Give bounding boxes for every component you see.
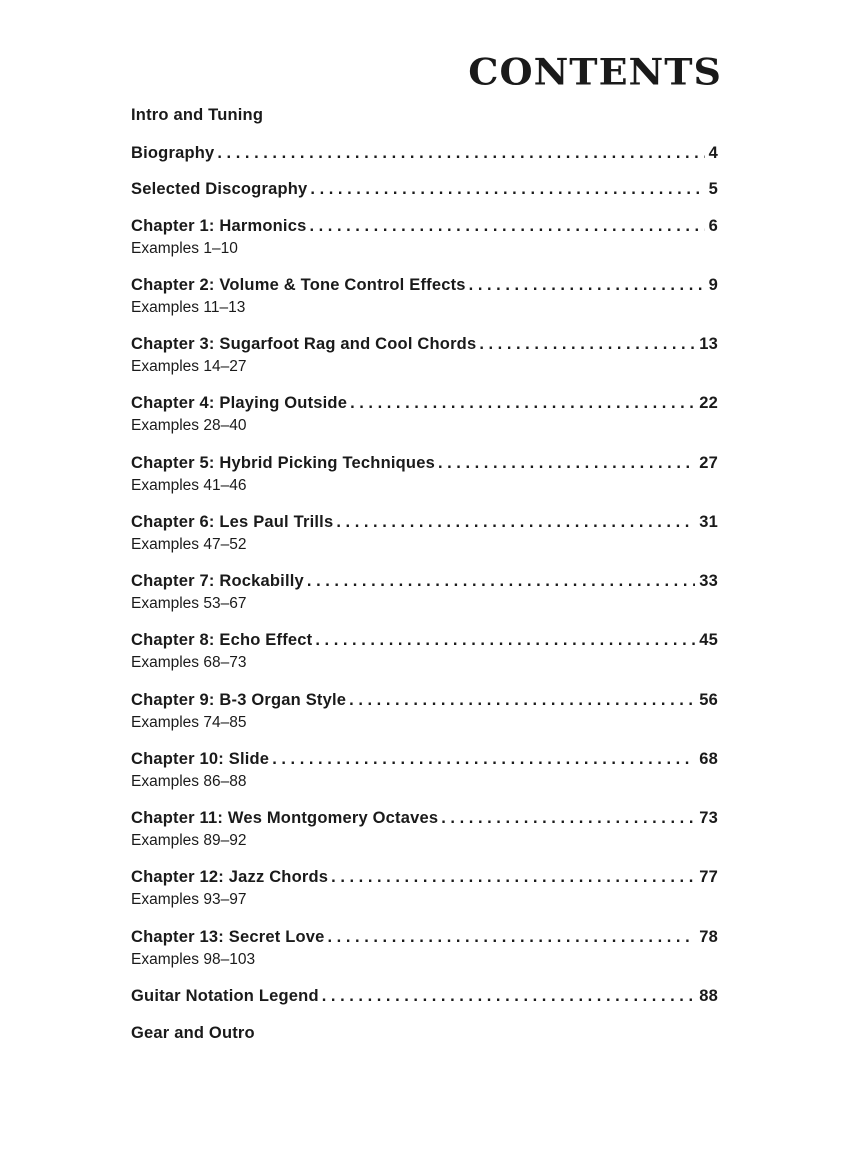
toc-entry-examples: Examples 86–88 xyxy=(131,773,247,790)
page-title: CONTENTS xyxy=(468,50,722,93)
toc-entry-page-number: 27 xyxy=(699,454,718,472)
dot-leader xyxy=(315,630,695,650)
toc-entry-page-number: 6 xyxy=(708,217,718,235)
dot-leader xyxy=(469,275,705,295)
toc-entry-page-number: 88 xyxy=(699,987,718,1005)
toc-entry-page-number: 56 xyxy=(699,691,718,709)
toc-entry-examples: Examples 11–13 xyxy=(131,299,246,316)
dot-leader xyxy=(328,927,696,947)
toc-entry-page-number: 68 xyxy=(699,750,718,768)
toc-entry-chapter-9 xyxy=(131,690,718,733)
toc-entry-page-number: 77 xyxy=(699,868,718,886)
toc-entry-gear-outro xyxy=(131,1023,718,1043)
toc-entry-label: Chapter 8: Echo Effect xyxy=(131,631,313,649)
toc-entry-intro xyxy=(131,105,718,125)
dot-leader xyxy=(336,512,695,532)
toc-entry-label: Chapter 13: Secret Love xyxy=(131,928,325,946)
toc-entry-chapter-3 xyxy=(131,334,718,377)
dot-leader xyxy=(310,179,704,199)
toc-entry-page-number: 13 xyxy=(699,335,718,353)
toc-entry-examples: Examples 68–73 xyxy=(131,654,247,671)
toc-entry-page-number: 5 xyxy=(708,180,718,198)
toc-entry-chapter-10 xyxy=(131,749,718,792)
toc-entry-label: Chapter 4: Playing Outside xyxy=(131,394,348,412)
toc-entry-notation-legend xyxy=(131,986,718,1006)
toc-entry-examples: Examples 41–46 xyxy=(131,477,247,494)
dot-leader xyxy=(272,749,695,769)
dot-leader xyxy=(350,393,695,413)
toc-entry-chapter-4 xyxy=(131,393,718,436)
dot-leader xyxy=(438,453,695,473)
toc-entry-label: Chapter 2: Volume & Tone Control Effects xyxy=(131,276,466,294)
dot-leader xyxy=(479,334,695,354)
dot-leader xyxy=(441,808,695,828)
toc-entry-page-number: 9 xyxy=(708,276,718,294)
toc-entry-page-number: 22 xyxy=(699,394,718,412)
toc-entry-label: Chapter 10: Slide xyxy=(131,750,270,768)
toc-entry-chapter-8 xyxy=(131,630,718,673)
toc-entry-examples: Examples 93–97 xyxy=(131,891,247,908)
toc-entry-examples: Examples 53–67 xyxy=(131,595,247,612)
toc-entry-biography xyxy=(131,143,718,163)
toc-entry-page-number: 31 xyxy=(699,513,718,531)
dot-leader xyxy=(349,690,695,710)
dot-leader xyxy=(322,986,696,1006)
dot-leader xyxy=(307,571,695,591)
toc-entry-page-number: 73 xyxy=(699,809,718,827)
toc-entry-label: Chapter 3: Sugarfoot Rag and Cool Chords xyxy=(131,335,477,353)
toc-entry-chapter-5 xyxy=(131,453,718,496)
toc-entry-label: Chapter 11: Wes Montgomery Octaves xyxy=(131,809,439,827)
toc-entry-page-number: 45 xyxy=(699,631,718,649)
toc-entry-label: Chapter 5: Hybrid Picking Techniques xyxy=(131,454,435,472)
toc-entry-label: Guitar Notation Legend xyxy=(131,987,319,1005)
toc-entry-examples: Examples 28–40 xyxy=(131,417,247,434)
toc-entry-examples: Examples 89–92 xyxy=(131,832,247,849)
toc-entry-discography xyxy=(131,179,718,199)
toc-entry-label: Selected Discography xyxy=(131,180,308,198)
dot-leader xyxy=(309,216,704,236)
toc-entry-chapter-13 xyxy=(131,927,718,970)
toc-entry-page-number: 78 xyxy=(699,928,718,946)
toc-entry-examples: Examples 47–52 xyxy=(131,536,247,553)
toc-entry-label: Chapter 12: Jazz Chords xyxy=(131,868,329,886)
toc-entry-label: Gear and Outro xyxy=(131,1024,255,1042)
toc-entry-examples: Examples 14–27 xyxy=(131,358,247,375)
toc-entry-page-number: 33 xyxy=(699,572,718,590)
toc-entry-chapter-6 xyxy=(131,512,718,555)
toc-entry-label: Chapter 7: Rockabilly xyxy=(131,572,304,590)
toc-entry-label: Chapter 1: Harmonics xyxy=(131,217,307,235)
toc-entry-chapter-2 xyxy=(131,275,718,318)
toc-entry-examples: Examples 74–85 xyxy=(131,714,247,731)
toc-entry-label: Biography xyxy=(131,144,215,162)
toc-entry-page-number: 4 xyxy=(708,144,718,162)
toc-entry-chapter-12 xyxy=(131,867,718,910)
toc-entry-examples: Examples 1–10 xyxy=(131,240,238,257)
toc-entry-label: Chapter 6: Les Paul Trills xyxy=(131,513,334,531)
dot-leader xyxy=(331,867,695,887)
toc-entry-label: Chapter 9: B-3 Organ Style xyxy=(131,691,347,709)
toc-entry-chapter-11 xyxy=(131,808,718,851)
toc-entry-label: Intro and Tuning xyxy=(131,106,264,124)
toc-entry-chapter-7 xyxy=(131,571,718,614)
dot-leader xyxy=(217,143,704,163)
toc-entry-chapter-1 xyxy=(131,216,718,259)
toc-entry-examples: Examples 98–103 xyxy=(131,951,256,968)
